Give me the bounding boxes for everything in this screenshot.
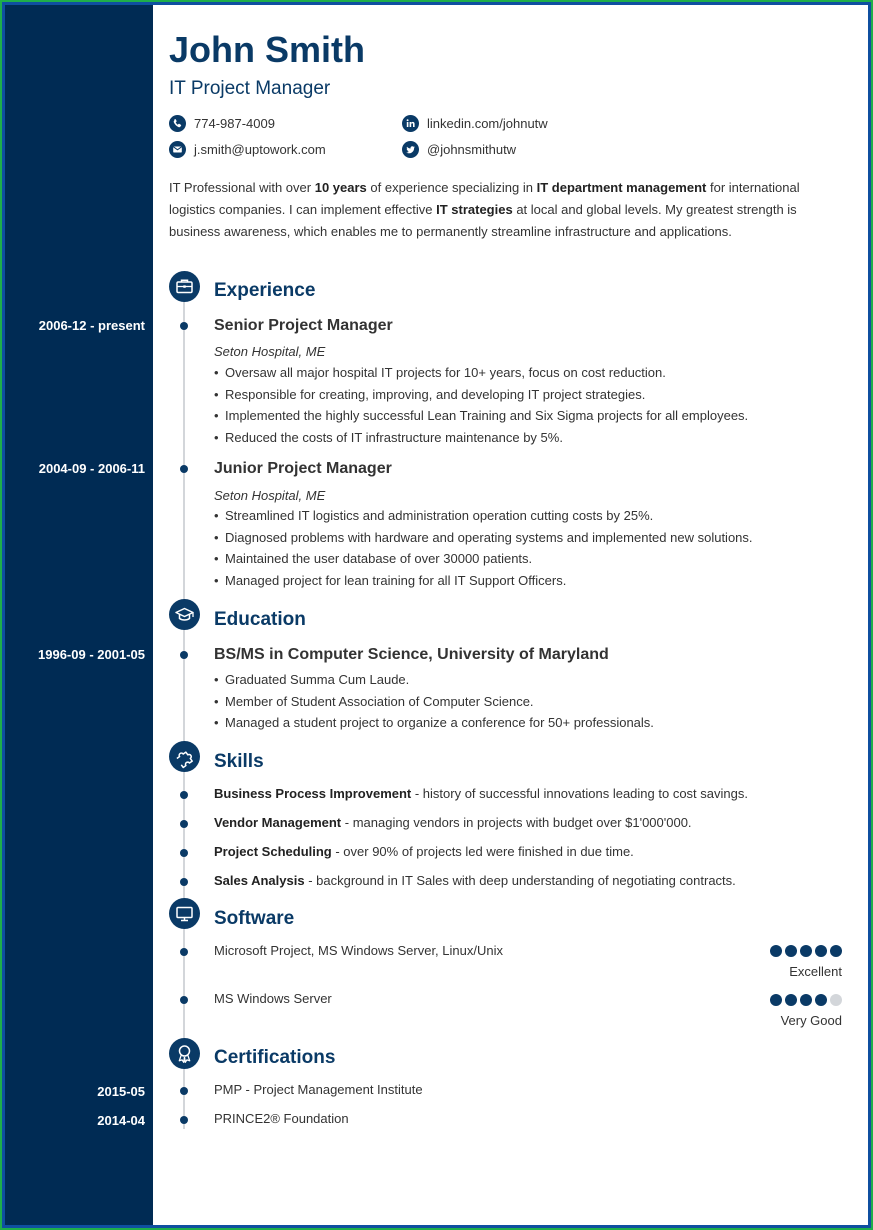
rating-dot-filled <box>785 945 797 957</box>
summary-highlight: IT department management <box>536 180 707 195</box>
summary-highlight: IT strategies <box>436 202 513 217</box>
section-title-certifications: Certifications <box>214 1047 336 1068</box>
skill-description: - background in IT Sales with deep understanding of negotiating contracts. <box>304 873 736 888</box>
timeline-dot <box>180 465 188 473</box>
experience-date: 2006-12 - present <box>38 318 145 333</box>
experience-role: Senior Project Manager <box>214 317 393 334</box>
experience-date: 2004-09 - 2006-11 <box>38 461 145 476</box>
linkedin-text[interactable]: linkedin.com/johnutw <box>427 116 548 131</box>
skill-name: Project Scheduling <box>214 844 332 859</box>
experience-org: Seton Hospital, ME <box>214 344 326 359</box>
rating-label: Excellent <box>789 964 842 979</box>
twitter-icon <box>402 141 419 158</box>
timeline-dot <box>180 820 188 828</box>
education-date: 1996-09 - 2001-05 <box>38 647 145 662</box>
rating-dot-filled <box>800 994 812 1006</box>
skill-name: Vendor Management <box>214 815 342 830</box>
experience-bullets <box>214 362 748 449</box>
rating-dot-filled <box>815 994 827 1006</box>
skill-description: - managing vendors in projects with budget over $1'000'000. <box>341 815 692 830</box>
resume-page <box>5 5 868 1225</box>
rating-dot-empty <box>830 994 842 1006</box>
contact-linkedin <box>402 115 548 132</box>
linkedin-icon <box>402 115 419 132</box>
phone-icon <box>169 115 186 132</box>
timeline-dot <box>180 878 188 886</box>
timeline-dot <box>180 322 188 330</box>
skill-item <box>214 815 692 830</box>
rating-label: Very Good <box>780 1013 842 1028</box>
contact-email <box>169 141 326 158</box>
job-title: IT Project Manager <box>169 78 331 99</box>
envelope-icon <box>169 141 186 158</box>
software-name: MS Windows Server <box>214 991 332 1006</box>
contact-twitter <box>402 141 516 158</box>
software-name: Microsoft Project, MS Windows Server, Linux/Unix <box>214 943 503 958</box>
email-text[interactable]: j.smith@uptowork.com <box>194 142 326 157</box>
education-degree: BS/MS in Computer Science, University of Maryland <box>214 646 609 663</box>
section-title-education: Education <box>214 609 306 630</box>
timeline-dot <box>180 791 188 799</box>
section-title-experience: Experience <box>214 280 316 301</box>
list-item: • Oversaw all major hospital IT projects for 10+ years, focus on cost reduction. <box>214 362 748 384</box>
rating-dots <box>770 994 842 1006</box>
professional-summary <box>169 177 819 243</box>
twitter-text[interactable]: @johnsmithutw <box>427 142 517 157</box>
timeline-dot <box>180 651 188 659</box>
list-item: • Graduated Summa Cum Laude. <box>214 669 654 691</box>
skill-name: Sales Analysis <box>214 873 305 888</box>
summary-highlight: 10 years <box>314 180 367 195</box>
list-item: • Diagnosed problems with hardware and operating systems and implemented new solutions. <box>214 527 753 549</box>
list-item: • Managed project for lean training for all IT Support Officers. <box>214 570 753 592</box>
timeline-dot <box>180 948 188 956</box>
candidate-name: John Smith <box>169 29 365 70</box>
award-ribbon-icon <box>169 1038 200 1069</box>
list-item: • Maintained the user database of over 30000 patients. <box>214 548 753 570</box>
experience-bullets <box>214 505 753 592</box>
timeline-dot <box>180 996 188 1004</box>
summary-text: for international logistics companies. I can implement effective <box>169 180 800 217</box>
rating-dot-filled <box>815 945 827 957</box>
skill-item <box>214 786 748 801</box>
experience-role: Junior Project Manager <box>214 460 392 477</box>
certification-name: PRINCE2® Foundation <box>214 1111 349 1126</box>
summary-text: of experience specializing in <box>366 180 537 195</box>
page-frame <box>2 2 871 1228</box>
rating-dot-filled <box>770 994 782 1006</box>
skill-description: - history of successful innovations leading to cost savings. <box>411 786 748 801</box>
timeline-dot <box>180 1116 188 1124</box>
rating-dot-filled <box>785 994 797 1006</box>
rating-dot-filled <box>770 945 782 957</box>
certification-name: PMP - Project Management Institute <box>214 1082 423 1097</box>
certification-date: 2014-04 <box>97 1113 145 1128</box>
summary-text: IT Professional with over <box>169 180 315 195</box>
list-item: • Member of Student Association of Computer Science. <box>214 691 654 713</box>
list-item: • Reduced the costs of IT infrastructure maintenance by 5%. <box>214 427 748 449</box>
list-item: • Implemented the highly successful Lean Training and Six Sigma projects for all employees. <box>214 405 748 427</box>
briefcase-icon <box>169 271 200 302</box>
timeline-dot <box>180 1087 188 1095</box>
skill-item <box>214 873 736 888</box>
monitor-icon <box>169 898 200 929</box>
section-title-software: Software <box>214 908 295 929</box>
experience-org: Seton Hospital, ME <box>214 488 326 503</box>
phone-text[interactable]: 774-987-4009 <box>194 116 275 131</box>
timeline-dot <box>180 849 188 857</box>
list-item: • Managed a student project to organize a conference for 50+ professionals. <box>214 712 654 734</box>
contact-phone <box>169 115 275 132</box>
rating-dots <box>770 945 842 957</box>
certification-date: 2015-05 <box>97 1084 145 1099</box>
section-title-skills: Skills <box>214 751 264 772</box>
software-rating <box>770 994 842 1028</box>
rating-dot-filled <box>800 945 812 957</box>
list-item: • Streamlined IT logistics and administration operation cutting costs by 25%. <box>214 505 753 527</box>
rating-dot-filled <box>830 945 842 957</box>
skill-description: - over 90% of projects led were finished in due time. <box>331 844 634 859</box>
education-bullets <box>214 669 654 734</box>
graduation-cap-icon <box>169 599 200 630</box>
software-rating <box>770 945 842 979</box>
summary-text: at local and global levels. My greatest strength is business awareness, which enables me to permanently streamline infrastructure and applications. <box>169 202 797 239</box>
puzzle-piece-icon <box>169 741 200 772</box>
list-item: • Responsible for creating, improving, and developing IT project strategies. <box>214 384 748 406</box>
sidebar <box>5 5 153 1225</box>
skill-item <box>214 844 634 859</box>
skill-name: Business Process Improvement <box>214 786 412 801</box>
